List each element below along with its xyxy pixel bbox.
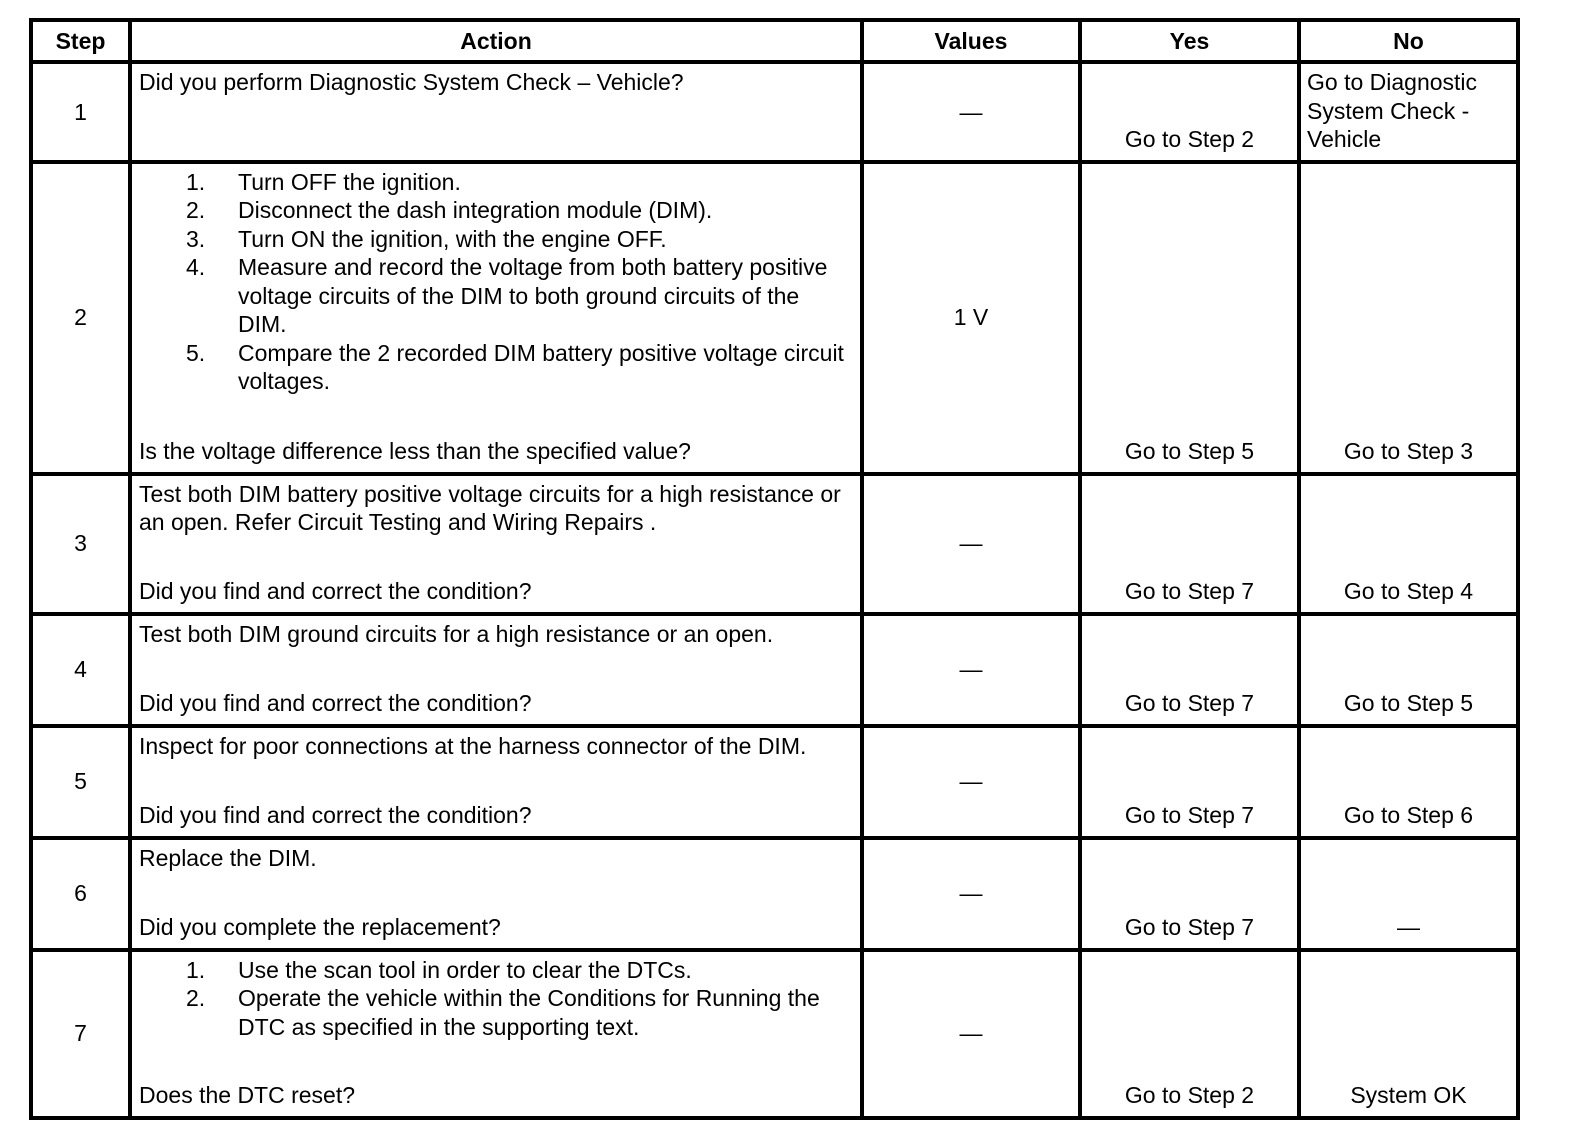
action-steps-list	[139, 168, 854, 438]
action-cell	[130, 614, 862, 726]
action-question: Did you find and correct the condition?	[139, 690, 532, 716]
yes-cell: Go to Step 2	[1080, 950, 1299, 1118]
list-item: 2. Disconnect the dash integration module (DIM).	[186, 197, 713, 223]
action-text: Test both DIM battery positive voltage circuits for a high resistance or an open. Refer Circuit Testing and Wiring Repairs .	[139, 480, 841, 535]
action-cell	[130, 62, 862, 162]
table-row	[31, 474, 1518, 614]
value-cell: —	[862, 474, 1080, 614]
action-text: Replace the DIM.	[139, 844, 317, 871]
value-cell: —	[862, 62, 1080, 162]
action-text: Inspect for poor connections at the harness connector of the DIM.	[139, 732, 807, 759]
no-cell: System OK	[1299, 950, 1518, 1118]
step-number: 7	[31, 950, 130, 1118]
step-number: 4	[31, 614, 130, 726]
yes-cell: Go to Step 7	[1080, 474, 1299, 614]
yes-cell: Go to Step 7	[1080, 838, 1299, 950]
step-number: 2	[31, 162, 130, 474]
list-item: 2. Operate the vehicle within the Conditions for Running the DTC as specified in the supporting text.	[186, 985, 820, 1040]
action-cell	[130, 950, 862, 1118]
header-step: Step	[31, 20, 130, 62]
step-number: 5	[31, 726, 130, 838]
no-cell: —	[1299, 838, 1518, 950]
list-item: 3. Turn ON the ignition, with the engine OFF.	[186, 225, 667, 252]
value-cell: —	[862, 614, 1080, 726]
step-number: 6	[31, 838, 130, 950]
table-row	[31, 162, 1518, 474]
action-cell	[130, 474, 862, 614]
value-cell: —	[862, 726, 1080, 838]
action-cell	[130, 162, 862, 474]
no-cell: Go to Step 6	[1299, 726, 1518, 838]
list-item: 5. Compare the 2 recorded DIM battery positive voltage circuit voltages.	[186, 339, 844, 394]
action-question: Does the DTC reset?	[139, 1082, 356, 1108]
list-item: 1. Turn OFF the ignition.	[186, 168, 461, 195]
action-question: Did you find and correct the condition?	[139, 578, 532, 604]
action-text: Test both DIM ground circuits for a high resistance or an open.	[139, 620, 774, 647]
header-no: No	[1299, 20, 1518, 62]
action-question: Did you complete the replacement?	[139, 914, 501, 940]
no-cell: Go to Step 3	[1299, 162, 1518, 474]
yes-cell: Go to Step 2	[1080, 62, 1299, 162]
value-cell: —	[862, 838, 1080, 950]
action-question: Is the voltage difference less than the specified value?	[139, 438, 691, 464]
action-cell	[130, 726, 862, 838]
table-row	[31, 62, 1518, 162]
list-item: 4. Measure and record the voltage from both battery positive voltage circuits of the DIM to both ground circuits of the DIM.	[186, 254, 828, 337]
header-action: Action	[130, 20, 862, 62]
action-steps-list	[139, 956, 854, 1082]
no-cell: Go to Step 4	[1299, 474, 1518, 614]
yes-cell: Go to Step 5	[1080, 162, 1299, 474]
no-cell: Go to Step 5	[1299, 614, 1518, 726]
table-row	[31, 950, 1518, 1118]
action-cell	[130, 838, 862, 950]
diagnostic-table	[29, 18, 1520, 1120]
list-item: 1. Use the scan tool in order to clear the DTCs.	[186, 956, 692, 983]
header-yes: Yes	[1080, 20, 1299, 62]
header-row	[31, 20, 1518, 62]
table-row	[31, 726, 1518, 838]
header-values: Values	[862, 20, 1080, 62]
yes-cell: Go to Step 7	[1080, 614, 1299, 726]
table-row	[31, 614, 1518, 726]
step-number: 3	[31, 474, 130, 614]
step-number: 1	[31, 62, 130, 162]
table-row	[31, 838, 1518, 950]
value-cell: 1 V	[862, 162, 1080, 474]
no-cell: Go to Diagnostic System Check - Vehicle	[1299, 62, 1518, 162]
action-question: Did you find and correct the condition?	[139, 802, 532, 828]
value-cell: —	[862, 950, 1080, 1118]
yes-cell: Go to Step 7	[1080, 726, 1299, 838]
action-text: Did you perform Diagnostic System Check – Vehicle?	[139, 69, 684, 95]
